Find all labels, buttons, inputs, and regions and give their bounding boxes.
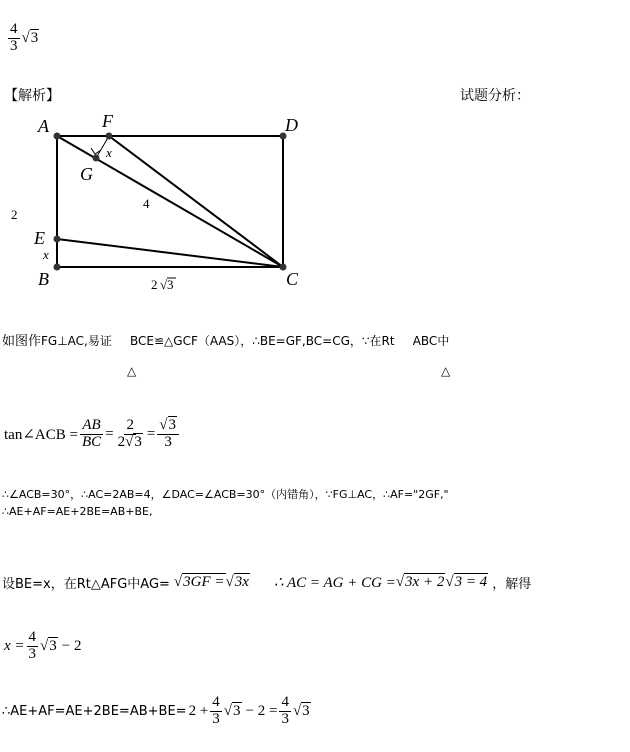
- label-side-bc-coef: 2: [151, 277, 158, 292]
- right-angle-mark: [91, 148, 101, 154]
- step1-fg-perp: FG⊥AC,易证: [41, 334, 112, 348]
- step1-line: [2, 330, 449, 349]
- analysis-label: 【解析】: [4, 88, 60, 104]
- label-e: E: [34, 228, 45, 248]
- final-tail: − 2 =: [245, 702, 278, 719]
- tan-two: 2: [126, 417, 134, 433]
- step1-prefix: 如图作: [2, 334, 42, 349]
- label-side-ac: 4: [143, 196, 150, 211]
- step2-line2: ∴AE+AF=AE+2BE=AB+BE,: [2, 505, 153, 518]
- final-den2: 3: [281, 710, 289, 727]
- label-side-be: x: [43, 247, 49, 262]
- final-den: 3: [212, 710, 220, 727]
- segment-ec: [57, 239, 283, 267]
- label-a: A: [38, 116, 49, 136]
- x-lhs: x =: [4, 637, 25, 654]
- geometry-figure: [0, 105, 330, 300]
- step3-eq1: 3GF =: [183, 574, 225, 590]
- label-d: D: [285, 115, 298, 135]
- step1-abc: ABC中: [412, 334, 450, 348]
- x-den: 3: [28, 645, 37, 662]
- final-prefix: ∴AE+AF=AE+2BE=AB+BE=: [2, 703, 187, 719]
- answer-expression: $\frac{4}{3}$ √3: [10, 21, 39, 54]
- step3-xterm: 3x + 2: [405, 574, 445, 590]
- label-side-bc-rad: 3: [167, 277, 174, 292]
- analysis-title: 试题分析：: [460, 88, 530, 104]
- step3-solve: ，解得: [492, 577, 532, 592]
- final-two: 2 +: [188, 702, 209, 719]
- point-f: [106, 133, 113, 140]
- point-a: [54, 133, 61, 140]
- diagonal-ac: [57, 136, 283, 267]
- sqrt-icon: √: [160, 277, 168, 292]
- label-side-fg: x: [106, 145, 112, 160]
- step3-line: 设BE=x，在Rt△AFG中AG= √3GF =√3x ∴ AC = AG + CG = √3x + 2√3 = 4 ，解得: [2, 574, 532, 592]
- step1-congruence: BCE≌△GCF（AAS），∴BE=GF,BC=CG，∵在Rt: [130, 334, 395, 348]
- step3-ac: ∴ AC = AG + CG =: [273, 575, 396, 591]
- tri-marker-left: △: [127, 364, 137, 378]
- label-f: F: [102, 111, 113, 131]
- tan-three-b: 3: [168, 417, 177, 433]
- step3-eq2: 3x: [234, 574, 249, 590]
- step3-end: 3 = 4: [454, 574, 488, 590]
- final-rad2: 3: [302, 702, 310, 719]
- label-b: B: [38, 269, 49, 289]
- tan-ab: AB: [82, 417, 101, 433]
- tan-equation: tan∠ACB = $\frac{AB}{BC}$ = $\frac{2}{2√3}$ = $\frac{√3}{3}$: [4, 418, 181, 451]
- tan-bc: BC: [81, 433, 102, 450]
- tan-three: 3: [134, 433, 142, 450]
- final-num: 4: [212, 694, 220, 710]
- answer-radicand: 3: [30, 29, 39, 46]
- point-b: [54, 264, 61, 271]
- final-num2: 4: [281, 694, 289, 710]
- point-e: [54, 236, 61, 243]
- answer-numerator: 4: [10, 21, 18, 37]
- label-side-ab: 2: [11, 207, 18, 222]
- label-g: G: [80, 164, 93, 184]
- x-tail: − 2: [61, 637, 82, 654]
- step3-prefix: 设BE=x，在Rt△AFG中AG=: [2, 577, 170, 592]
- tan-two-b: 2: [117, 433, 126, 450]
- tan-lhs: tan∠ACB =: [4, 426, 78, 443]
- final-line: ∴AE+AF=AE+2BE=AB+BE= 2 + $\frac{4}{3}$ √3 − 2 = $\frac{4}{3}$ √3: [2, 694, 310, 727]
- x-num: 4: [28, 629, 37, 645]
- segment-fc: [109, 136, 283, 267]
- x-rad: 3: [49, 637, 57, 654]
- x-result: x = $\frac{4}{3}$ √3 − 2: [4, 629, 82, 662]
- point-g: [93, 155, 100, 162]
- step2-line1: ∴∠ACB=30°，∴AC=2AB=4，∠DAC=∠ACB=30°（内错角），∵FG⊥AC，∴AF="2GF,": [2, 488, 449, 501]
- tan-den3: 3: [164, 433, 172, 450]
- tri-marker-right: △: [441, 364, 451, 378]
- answer-denominator: 3: [10, 37, 18, 54]
- label-c: C: [286, 269, 299, 289]
- final-rad: 3: [233, 702, 241, 719]
